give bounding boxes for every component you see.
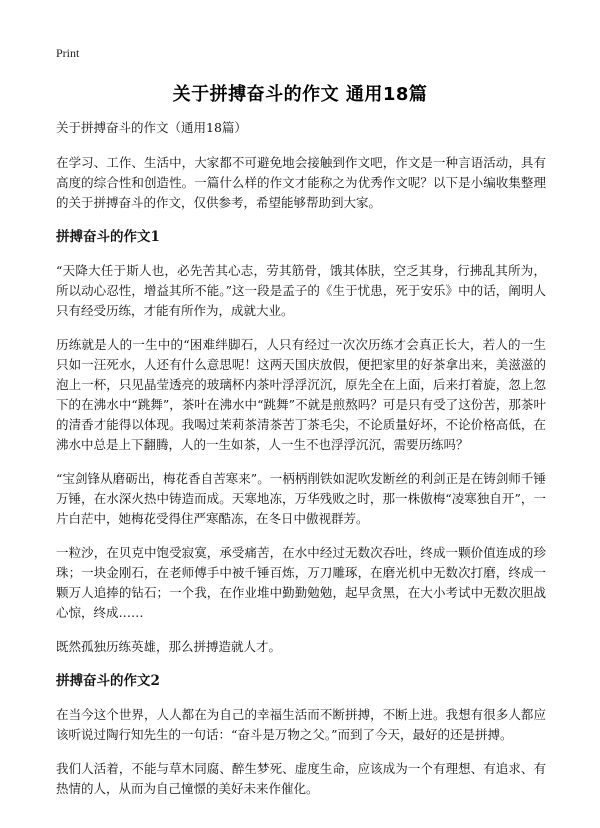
document-subtitle: 关于拼搏奋斗的作文（通用18篇）: [56, 120, 247, 135]
page-title: 关于拼搏奋斗的作文 通用18篇: [172, 84, 428, 105]
essay-2-heading: 拼搏奋斗的作文2: [56, 673, 160, 689]
document-body: [56, 119, 546, 813]
essay-2-paragraph: 我们人活着，不能与草木同腐、醉生梦死、虚度生命，应该成为一个有理想、有追求、有热情的人，从而为自己憧憬的美好未来作催化。: [56, 761, 546, 796]
essay-2-paragraph: 在当今这个世界，人人都在为自己的幸福生活而不断拼搏，不断上进。我想有很多人都应该听说过陶行知先生的一句话：“奋斗是万物之父。”而到了今天，最好的还是拼搏。: [56, 707, 546, 742]
essay-1-paragraph: “宝剑锋从磨砺出，梅花香自苦寒来”。一柄柄削铁如泥吹发断丝的利剑正是在铸剑师千锤万锤，在水深火热中铸造而成。天寒地冻，万华残败之时，那一株傲梅“凌寒独自开”，一片白茫中，她梅花受得住严寒酷冻，在冬日中傲视群芳。: [56, 471, 546, 526]
essay-1-paragraph: 一粒沙，在贝克中饱受寂寞，承受痛苦，在水中经过无数次吞吐，终成一颗价值连成的珍珠；一块金刚石，在老师傅手中被千锤百炼，万刀雕琢，在磨光机中无数次打磨，终成一颗万人追捧的钻石；一个我，在作业堆中勤勤勉勉，起早贪黑，在大小考试中无数次胆战心惊，终成……: [56, 545, 546, 620]
print-label: Print: [56, 46, 80, 60]
intro-paragraph: 在学习、工作、生活中，大家都不可避免地会接触到作文吧，作文是一种言语活动，具有高度的综合性和创造性。一篇什么样的作文才能称之为优秀作文呢？以下是小编收集整理的关于拼搏奋斗的作文，仅供参考，希望能够帮助到大家。: [56, 155, 546, 210]
essay-1-paragraph: 历练就是人的一生中的“困难绊脚石，人只有经过一次次历练才会真正长大，若人的一生只如一汪死水，人还有什么意思呢！这两天国庆放假，便把家里的好茶拿出来，美滋滋的泡上一杯，只见晶莹透亮的玻璃杯内茶叶浮浮沉沉，原先全在上面，后来打着旋，忽上忽下的在沸水中“跳舞”，茶叶在沸水中“跳舞”不就是煎熬吗？可是只有受了这份苦，那茶叶的清香才能得以体现。我喝过茉莉茶清茶苦丁茶毛尖，不论质量好坏，不论价格高低，在沸水中总是上下翻腾，人的一生如茶，人一生不也浮浮沉沉，需要历练吗？: [56, 337, 546, 452]
essay-1-heading: 拼搏奋斗的作文1: [56, 229, 160, 245]
essay-1-paragraph: 既然孤独历练英雄，那么拼搏造就人才。: [56, 639, 282, 654]
essay-1-paragraph: “天降大任于斯人也，必先苦其心志，劳其筋骨，饿其体肤，空乏其身，行拂乱其所为，所以动心忍性，增益其所不能。”这一段是孟子的《生于忧患，死于安乐》中的话，阐明人只有经受历练，才能有所作为，成就大业。: [56, 263, 546, 318]
